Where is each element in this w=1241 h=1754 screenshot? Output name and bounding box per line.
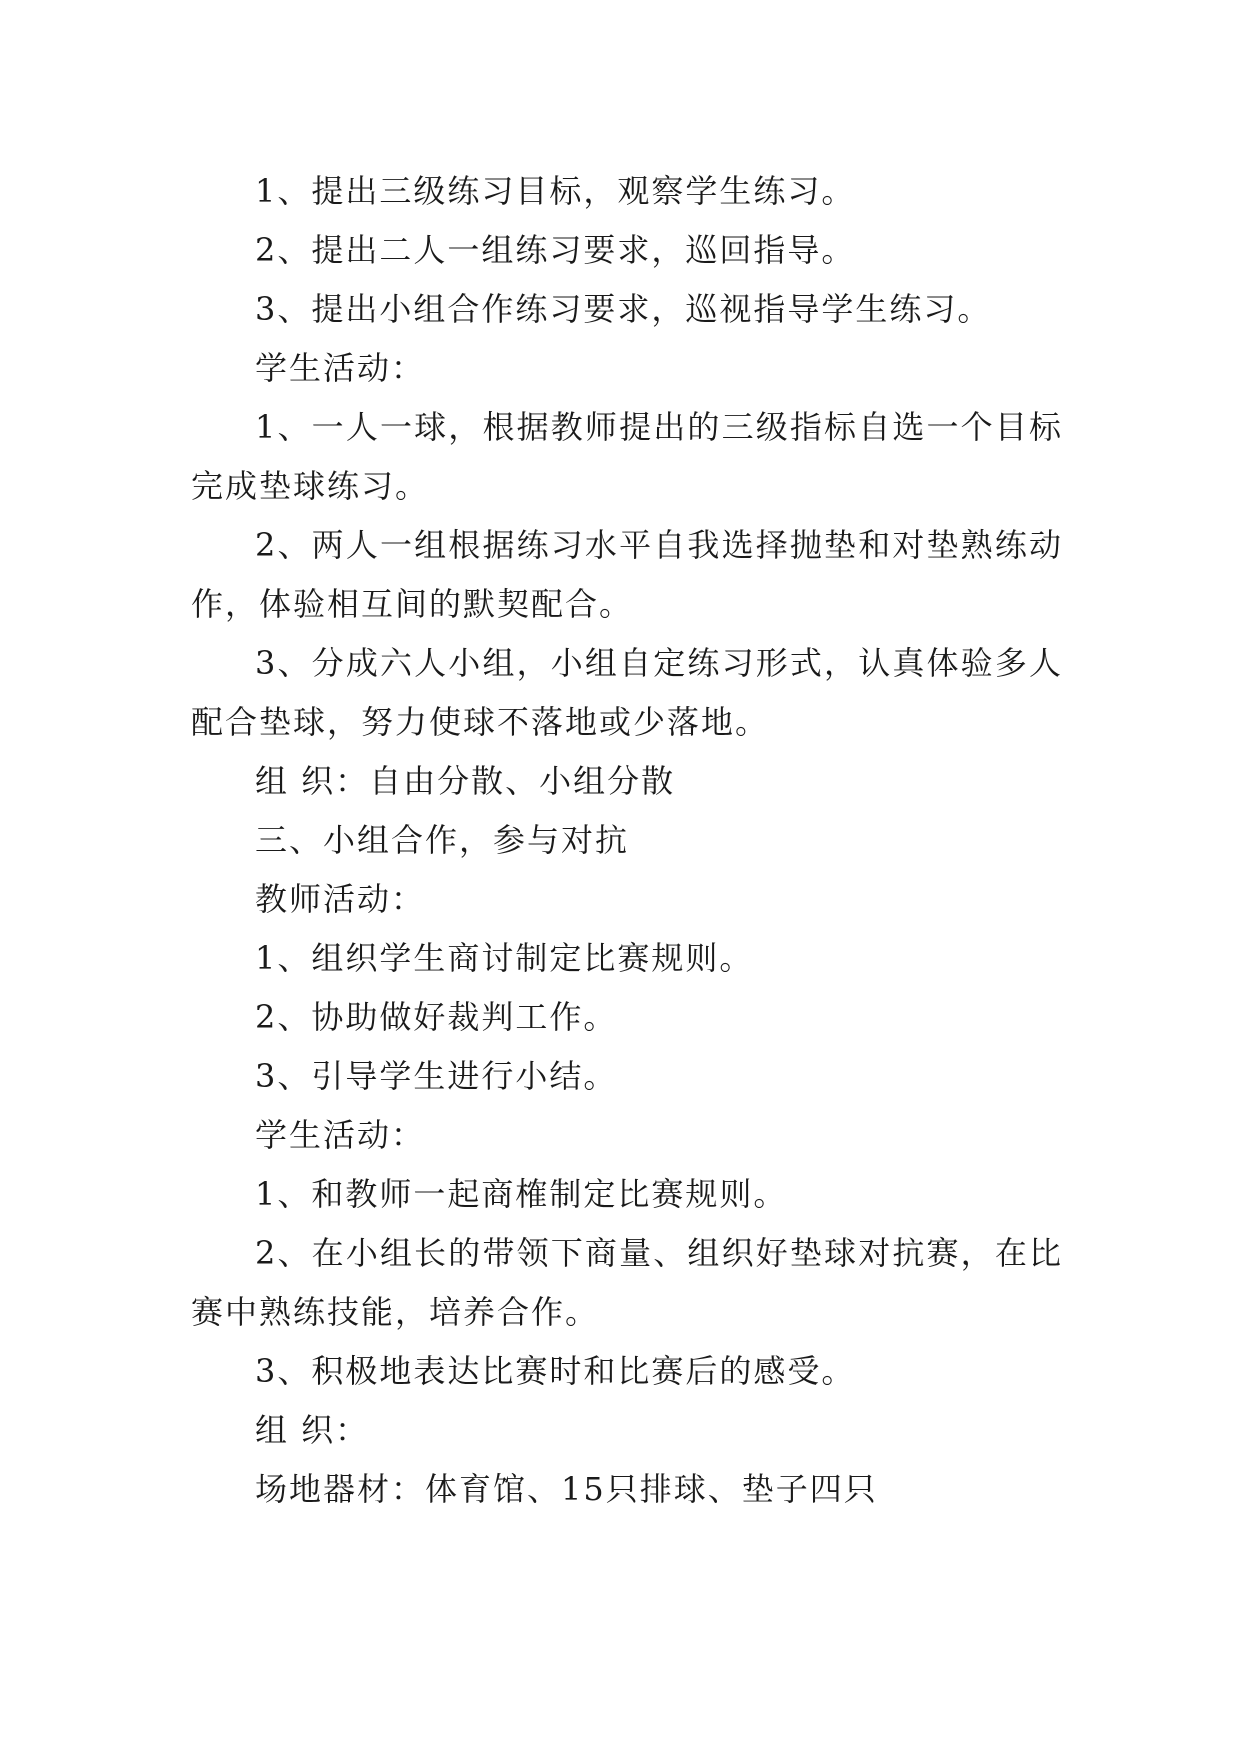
heading-student-activity-2: 学生活动：	[255, 1116, 426, 1154]
paragraph-teacher-match-step-1: 1、组织学生商讨制定比赛规则。	[255, 939, 754, 977]
heading-student-activity: 学生活动：	[255, 349, 426, 387]
paragraph-student-match-step-3: 3、积极地表达比赛时和比赛后的感受。	[255, 1352, 856, 1390]
paragraph-teacher-step-2: 2、提出二人一组练习要求，巡回指导。	[255, 231, 856, 269]
paragraph-organization-2: 组 织：	[255, 1411, 370, 1449]
paragraph-student-step-3: 3、分成六人小组，小组自定练习形式，认真体验多人配合垫球，努力使球不落地或少落地。	[191, 644, 1063, 741]
paragraph-venue-equipment: 场地器材：体育馆、15只排球、垫子四只	[255, 1470, 878, 1508]
paragraph-organization: 组 织：自由分散、小组分散	[255, 762, 676, 800]
paragraph-teacher-match-step-3: 3、引导学生进行小结。	[255, 1057, 618, 1095]
document-body	[191, 162, 1063, 1519]
paragraph-teacher-step-1: 1、提出三级练习目标，观察学生练习。	[255, 172, 856, 210]
paragraph-student-step-2: 2、两人一组根据练习水平自我选择抛垫和对垫熟练动作，体验相互间的默契配合。	[191, 526, 1063, 623]
paragraph-student-match-step-1: 1、和教师一起商榷制定比赛规则。	[255, 1175, 788, 1213]
paragraph-student-match-step-2: 2、在小组长的带领下商量、组织好垫球对抗赛，在比赛中熟练技能，培养合作。	[191, 1234, 1063, 1331]
section-heading-three: 三、小组合作，参与对抗	[255, 821, 630, 859]
paragraph-student-step-1: 1、一人一球，根据教师提出的三级指标自选一个目标完成垫球练习。	[191, 408, 1063, 505]
paragraph-teacher-match-step-2: 2、协助做好裁判工作。	[255, 998, 618, 1036]
heading-teacher-activity: 教师活动：	[255, 880, 426, 918]
paragraph-teacher-step-3: 3、提出小组合作练习要求，巡视指导学生练习。	[255, 290, 992, 328]
